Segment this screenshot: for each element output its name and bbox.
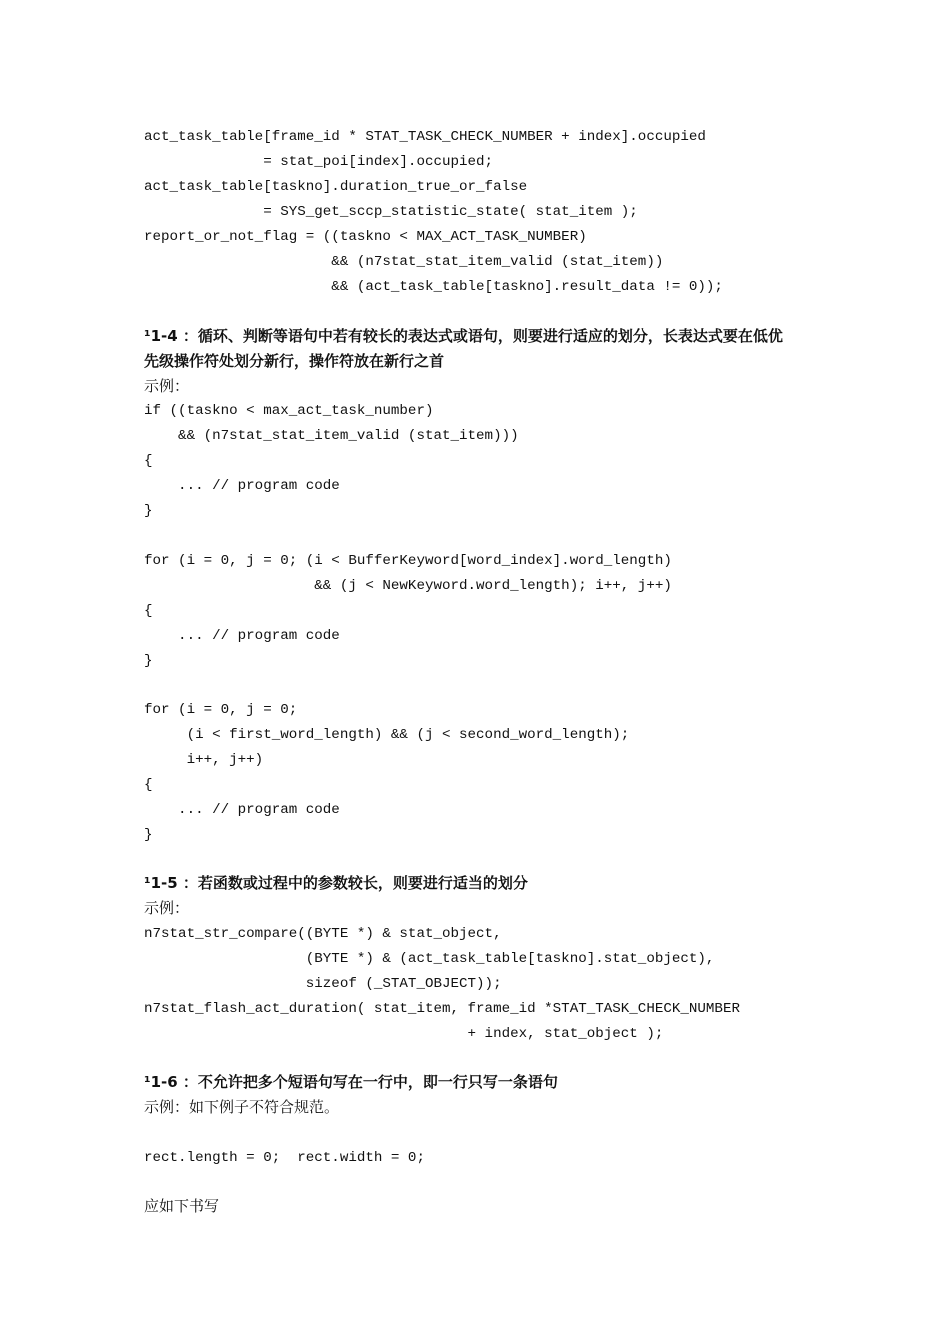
rule-heading-1-5: ¹1-5 ：若函数或过程中的参数较长，则要进行适当的划分 (144, 874, 528, 892)
code-line: && (n7stat_stat_item_valid (stat_item)) (144, 254, 664, 270)
code-line: && (act_task_table[taskno].result_data != 0)); (144, 279, 723, 295)
example-label: 示例： (144, 899, 190, 917)
code-line: ... // program code (144, 628, 340, 644)
code-line: && (j < NewKeyword.word_length); i++, j++) (144, 578, 672, 594)
code-line: && (n7stat_stat_item_valid (stat_item))) (144, 428, 519, 444)
example-note: 示例：如下例子不符合规范。 (144, 1098, 340, 1116)
code-line: sizeof (_STAT_OBJECT)); (144, 976, 502, 992)
code-line: for (i = 0, j = 0; (i < BufferKeyword[word_index].word_length) (144, 553, 672, 569)
code-line: + index, stat_object ); (144, 1026, 664, 1042)
code-line: ... // program code (144, 478, 340, 494)
code-line: if ((taskno < max_act_task_number) (144, 403, 434, 419)
rule-heading-1-4-cont: 先级操作符处划分新行，操作符放在新行之首 (144, 352, 445, 370)
code-line: n7stat_str_compare((BYTE *) & stat_object, (144, 926, 502, 942)
closing-text: 应如下书写 (144, 1197, 220, 1215)
example-label: 示例： (144, 377, 190, 395)
code-line: } (144, 827, 153, 843)
rule-heading-1-6: ¹1-6 ：不允许把多个短语句写在一行中，即一行只写一条语句 (144, 1073, 558, 1091)
code-line: ... // program code (144, 802, 340, 818)
code-line: act_task_table[taskno].duration_true_or_false (144, 179, 528, 195)
code-line: rect.length = 0; rect.width = 0; (144, 1150, 425, 1166)
rule-heading-1-4: ¹1-4 ：循环、判断等语句中若有较长的表达式或语句，则要进行适应的划分，长表达式要在低优 (144, 327, 783, 345)
code-line: = stat_poi[index].occupied; (144, 154, 494, 170)
code-line: { (144, 603, 153, 619)
code-line: { (144, 777, 153, 793)
code-line: = SYS_get_sccp_statistic_state( stat_item ); (144, 204, 638, 220)
code-line: for (i = 0, j = 0; (144, 702, 298, 718)
code-line: (BYTE *) & (act_task_table[taskno].stat_object), (144, 951, 715, 967)
code-line: } (144, 503, 153, 519)
code-line: i++, j++) (144, 752, 264, 768)
code-line: } (144, 653, 153, 669)
code-line: act_task_table[frame_id * STAT_TASK_CHECK_NUMBER + index].occupied (144, 129, 706, 145)
code-line: n7stat_flash_act_duration( stat_item, frame_id *STAT_TASK_CHECK_NUMBER (144, 1001, 740, 1017)
code-line: report_or_not_flag = ((taskno < MAX_ACT_TASK_NUMBER) (144, 229, 587, 245)
code-line: { (144, 453, 153, 469)
code-line: (i < first_word_length) && (j < second_word_length); (144, 727, 630, 743)
